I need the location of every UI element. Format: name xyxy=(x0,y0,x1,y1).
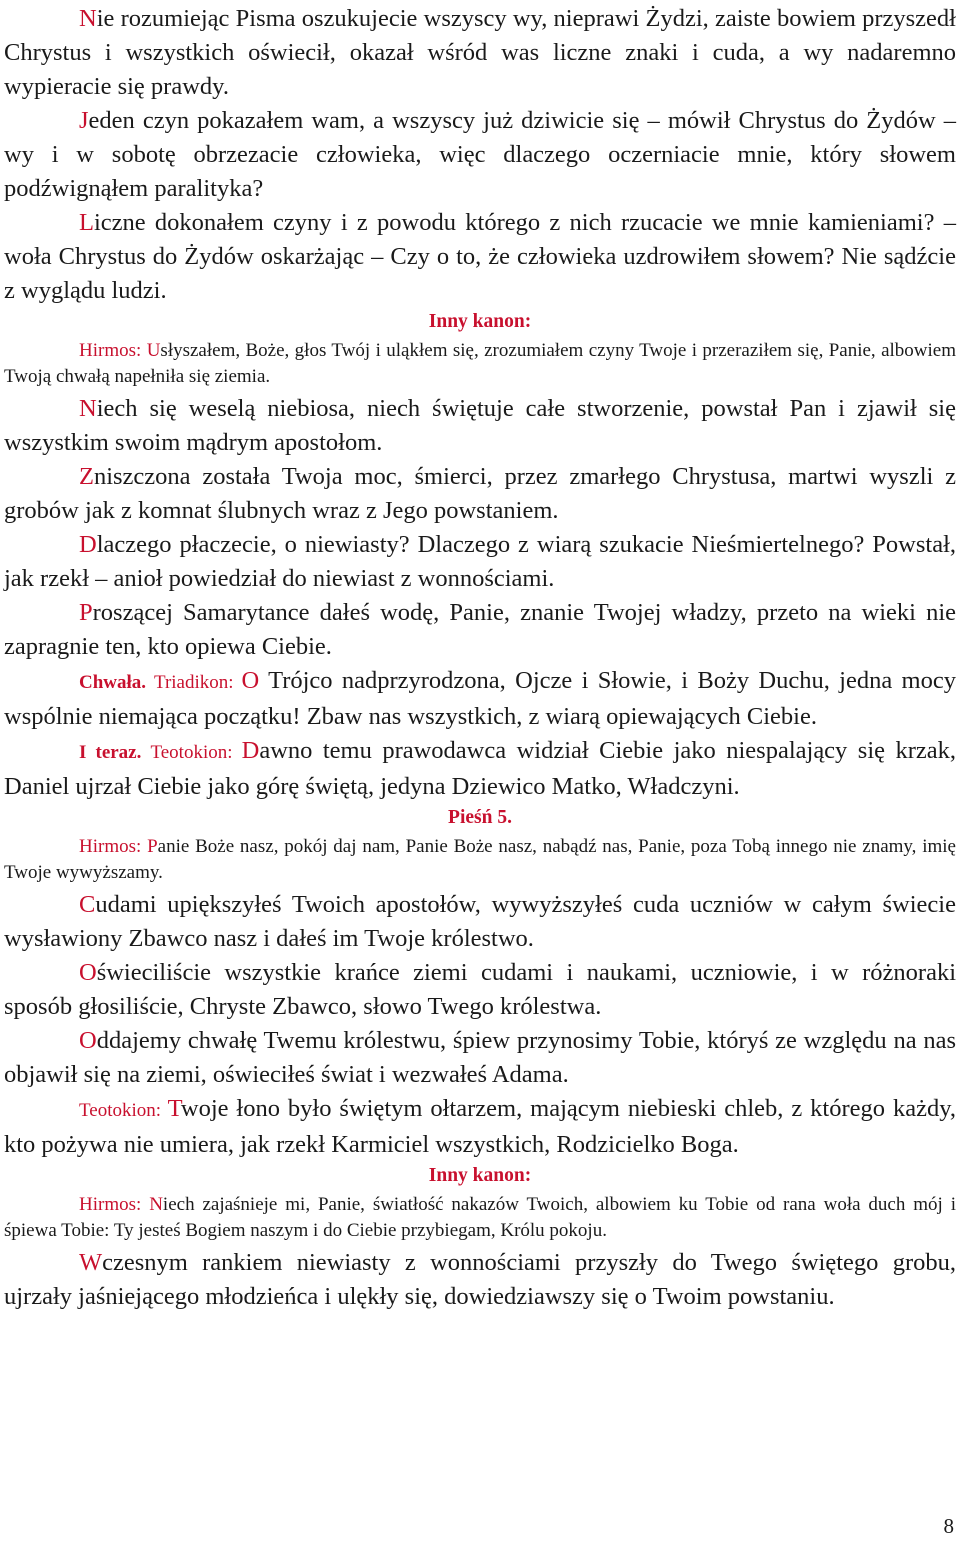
red-initial: O xyxy=(241,667,260,694)
hirmos-label: Hirmos: xyxy=(79,340,147,361)
theotokion xyxy=(4,1092,956,1162)
troparion-text: iech się weselą niebiosa, niech świętuje całe stworzenie, powstał Pan i zjawił się wszystkim swoim mądrym apostołom. xyxy=(4,395,956,456)
triadikon-label: Triadikon: xyxy=(154,672,242,693)
red-initial: N xyxy=(149,1194,163,1215)
red-initial: L xyxy=(79,209,94,236)
hirmos-text: iech zajaśnieje mi, Panie, światłość nakazów Twoich, albowiem ku Tobie od rana woła duch mój i śpiewa Tobie: Ty jesteś Bogiem naszym i do Ciebie przybiegam, Królu pokoju. xyxy=(4,1194,956,1241)
doxology-label: Chwała. xyxy=(79,672,154,693)
hirmos-label: Hirmos: xyxy=(79,836,148,857)
red-initial: U xyxy=(146,340,161,361)
section-heading: Pieśń 5. xyxy=(448,807,512,828)
red-initial: N xyxy=(79,5,97,32)
red-initial: O xyxy=(79,959,97,986)
hirmos xyxy=(4,338,956,390)
troparion-text: iczne dokonałem czyny i z powodu którego z nich rzucacie we mnie kamieniami? – woła Chrystus do Żydów oskarżając – Czy o to, że człowieka uzdrowiłem słowem? Nie sądźcie z wyglądu ludzi. xyxy=(4,209,956,304)
troparion-text: ddajemy chwałę Twemu królestwu, śpiew przynosimy Tobie, któryś ze względu na nas objawił się na ziemi, oświeciłeś świat i wezwałeś Adama. xyxy=(4,1027,956,1088)
red-initial: O xyxy=(79,1027,97,1054)
troparion-text: udami upiększyłeś Twoich apostołów, wywyższyłeś cuda uczniów w całym świecie wysławiony Zbawco nasz i dałeś im Twoje królestwo. xyxy=(4,891,956,952)
troparion xyxy=(4,888,956,956)
red-initial: P xyxy=(147,836,158,857)
troparion xyxy=(4,460,956,528)
page-number: 8 xyxy=(943,1514,954,1538)
triadikon-text: Trójco nadprzyrodzona, Ojcze i Słowie, i Boży Duchu, jedna mocy wspólnie niemająca początku! Zbaw nas wszystkich, z wiarą opiewających Ciebie. xyxy=(4,667,956,730)
triadikon xyxy=(4,664,956,734)
troparion-text: świeciliście wszystkie krańce ziemi cudami i naukami, uczniowie, i w różnoraki sposób głosiliście, Chryste Zbawco, słowo Twego królestwa. xyxy=(4,959,956,1020)
section-heading: Inny kanon: xyxy=(428,311,532,332)
troparion xyxy=(4,956,956,1024)
red-initial: C xyxy=(79,891,96,918)
troparion-text: eden czyn pokazałem wam, a wszyscy już dziwicie się – mówił Chrystus do Żydów – wy i w sobotę obrzezacie człowieka, więc dlaczego oczerniacie mnie, który słowem podźwignąłem paralityka? xyxy=(4,107,956,202)
troparion xyxy=(4,206,956,308)
hirmos-label: Hirmos: xyxy=(79,1194,150,1215)
troparion xyxy=(4,1246,956,1314)
troparion xyxy=(4,596,956,664)
theotokion-text: awno temu prawodawca widział Ciebie jako niespalający się krzak, Daniel ujrzał Ciebie jako górę świętą, jedyna Dziewico Matko, Władczyni. xyxy=(4,737,956,800)
red-initial: T xyxy=(167,1095,181,1122)
troparion-text: niszczona została Twoja moc, śmierci, przez zmarłego Chrystusa, martwi wyszli z grobów jak z komnat ślubnych wraz z Jego powstaniem. xyxy=(4,463,956,524)
troparion xyxy=(4,1024,956,1092)
troparion xyxy=(4,528,956,596)
hirmos xyxy=(4,1192,956,1244)
red-initial: J xyxy=(79,107,89,134)
doxology-label: I teraz. xyxy=(79,742,151,763)
red-initial: W xyxy=(79,1249,103,1276)
troparion xyxy=(4,2,956,104)
troparion-text: czesnym rankiem niewiasty z wonnościami przyszły do Twego świętego grobu, ujrzały jaśniejącego młodzieńca i ulękły się, dowiedziawszy się o Twoim powstaniu. xyxy=(4,1249,956,1310)
troparion xyxy=(4,392,956,460)
theotokion-label: Teotokion: xyxy=(150,742,242,763)
document-page xyxy=(4,0,956,1314)
red-initial: Z xyxy=(79,463,94,490)
troparion-text: ie rozumiejąc Pisma oszukujecie wszyscy wy, nieprawi Żydzi, zaiste bowiem przyszedł Chrystus i wszystkich oświecił, okazał wśród was liczne znaki i cuda, a wy nadaremno wypieracie się prawdy. xyxy=(4,5,956,100)
red-initial: D xyxy=(241,737,260,764)
section-heading: Inny kanon: xyxy=(428,1165,532,1186)
troparion-text: roszącej Samarytance dałeś wodę, Panie, znanie Twojej władzy, przeto na wieki nie zapragnie ten, kto opiewa Ciebie. xyxy=(4,599,956,660)
red-initial: N xyxy=(79,395,97,422)
theotokion xyxy=(4,734,956,804)
red-initial: D xyxy=(79,531,97,558)
hirmos-text: anie Boże nasz, pokój daj nam, Panie Boże nasz, nabądź nas, Panie, poza Tobą innego nie znamy, imię Twoje wywyższamy. xyxy=(4,836,956,883)
hirmos-text: słyszałem, Boże, głos Twój i uląkłem się, zrozumiałem czyny Twoje i przeraziłem się, Panie, albowiem Twoją chwałą napełniła się ziemia. xyxy=(4,340,957,387)
theotokion-label: Teotokion: xyxy=(79,1100,168,1121)
hirmos xyxy=(4,834,956,886)
red-initial: P xyxy=(79,599,93,626)
troparion-text: laczego płaczecie, o niewiasty? Dlaczego z wiarą szukacie Nieśmiertelnego? Powstał, jak rzekł – anioł powiedział do niewiast z wonnościami. xyxy=(4,531,956,592)
troparion xyxy=(4,104,956,206)
theotokion-text: woje łono było świętym ołtarzem, mającym niebieski chleb, z którego każdy, kto pożywa nie umiera, jak rzekł Karmiciel wszystkich, Rodzicielko Boga. xyxy=(4,1095,956,1158)
